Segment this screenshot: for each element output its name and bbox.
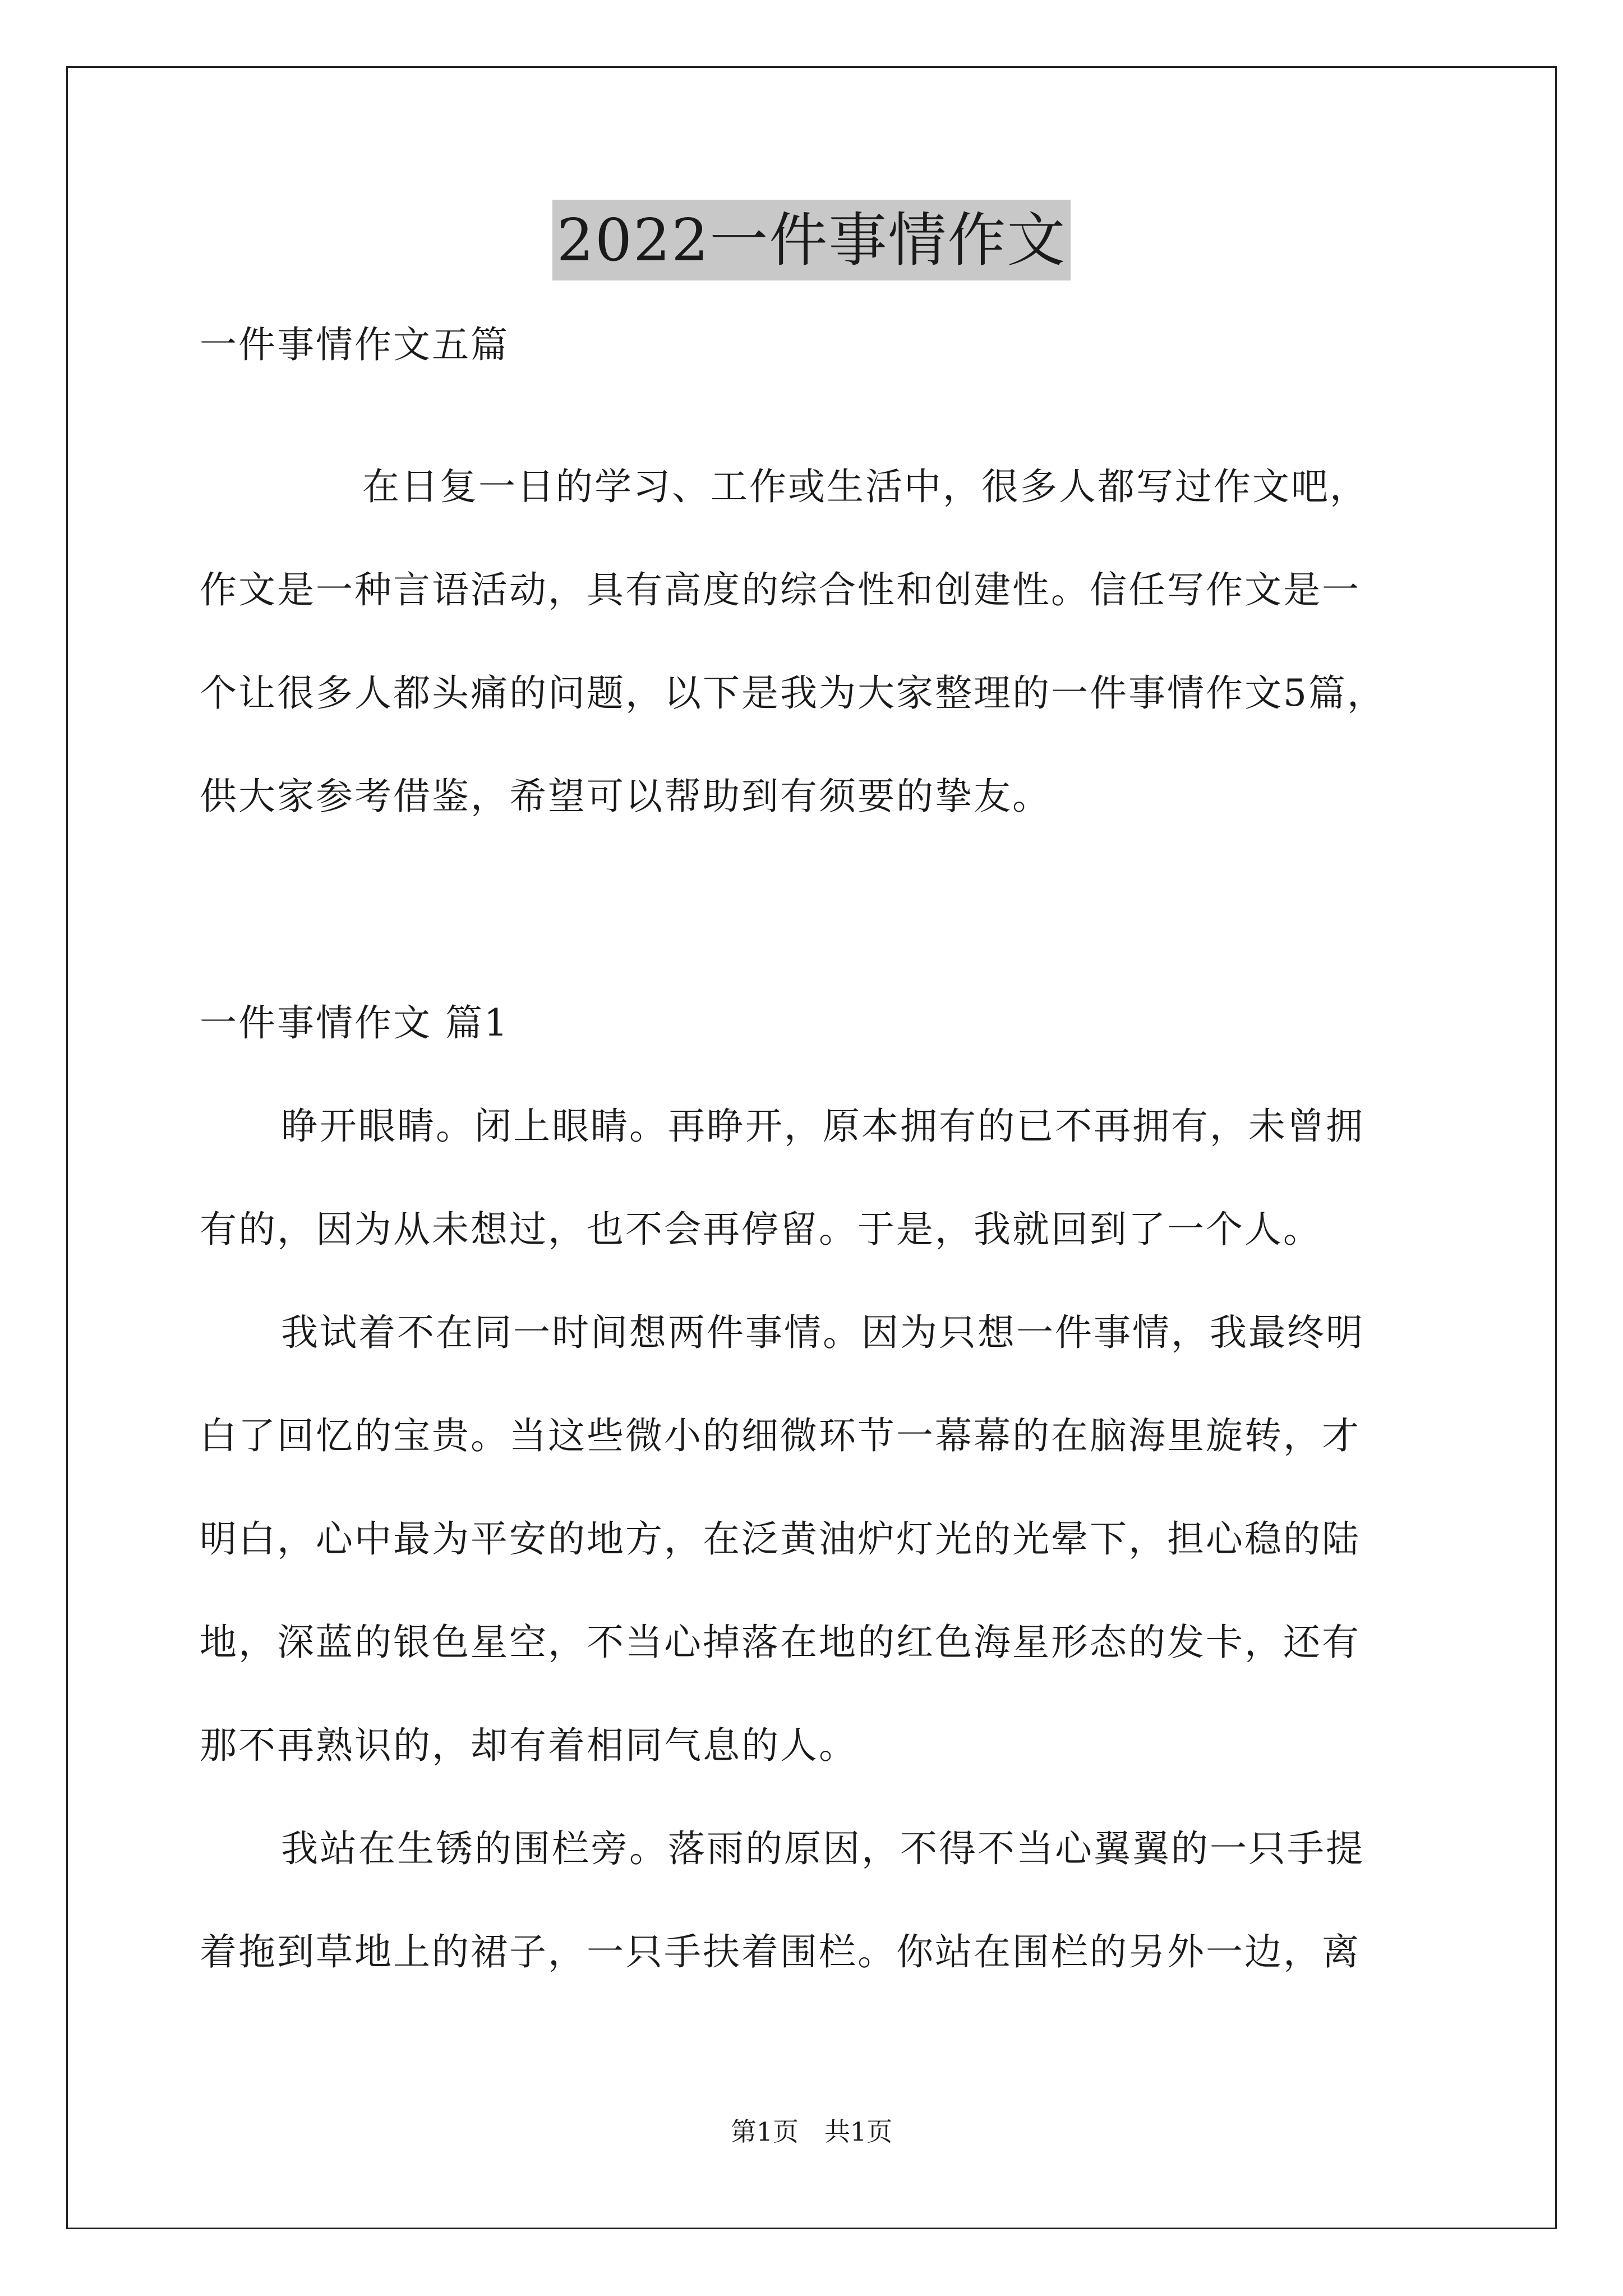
paragraph-line: 我试着不在同一时间想两件事情。因为只想一件事情，我最终明 [281, 1311, 1364, 1354]
paragraph-line: 着拖到草地上的裙子，一只手扶着围栏。你站在围栏的另外一边，离 [200, 1930, 1361, 1973]
paragraph-line: 白了回忆的宝贵。当这些微小的细微环节一幕幕的在脑海里旋转，才 [200, 1414, 1361, 1457]
section-heading: 一件事情作文五篇 [200, 323, 509, 366]
title-wrap [0, 200, 1623, 280]
paragraph-line: 睁开眼睛。闭上眼睛。再睁开，原本拥有的已不再拥有，未曾拥 [281, 1105, 1364, 1148]
section-heading: 一件事情作文 篇1 [200, 1001, 509, 1045]
paragraph-line: 地，深蓝的银色星空，不当心掉落在地的红色海星形态的发卡，还有 [200, 1621, 1361, 1664]
paragraph-line: 供大家参考借鉴，希望可以帮助到有须要的挚友。 [200, 775, 1051, 818]
paragraph-line: 明白，心中最为平安的地方，在泛黄油炉灯光的光晕下，担心稳的陆 [200, 1517, 1361, 1561]
page-footer: 第1页 共1页 [730, 2116, 893, 2147]
document-title: 2022一件事情作文 [552, 200, 1071, 280]
paragraph-line: 在日复一日的学习、工作或生活中，很多人都写过作文吧， [362, 465, 1368, 508]
paragraph-line: 个让很多人都头痛的问题，以下是我为大家整理的一件事情作文5篇， [200, 671, 1386, 715]
paragraph-line: 作文是一种言语活动，具有高度的综合性和创建性。信任写作文是一 [200, 568, 1361, 611]
paragraph-line: 那不再熟识的，却有着相同气息的人。 [200, 1724, 857, 1767]
paragraph-line: 有的，因为从未想过，也不会再停留。于是，我就回到了一个人。 [200, 1208, 1322, 1251]
paragraph-line: 我站在生锈的围栏旁。落雨的原因，不得不当心翼翼的一只手提 [281, 1827, 1364, 1870]
